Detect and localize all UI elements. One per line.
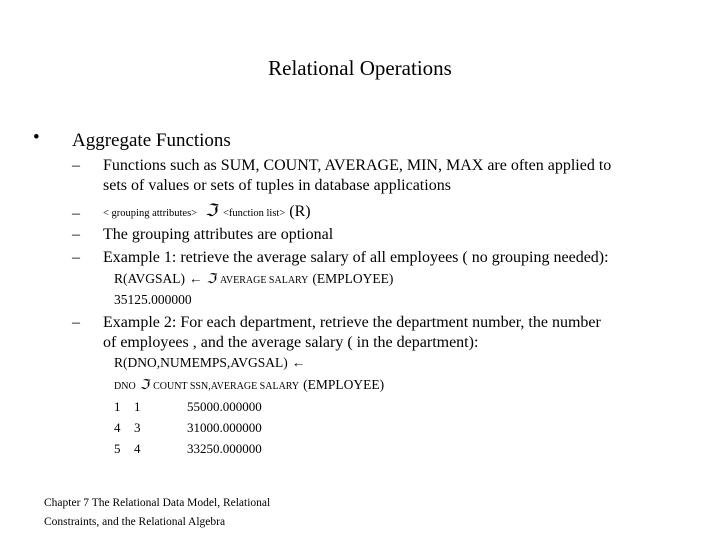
example-2-relation: (EMPLOYEE)	[303, 377, 385, 392]
example-1-text: Example 1: retrieve the average salary of all employees ( no grouping needed):	[103, 249, 609, 266]
dash-marker: –	[72, 226, 80, 243]
footer-line-2: Constraints, and the Relational Algebra	[44, 516, 226, 528]
aggregate-function-symbol: ℑ	[206, 271, 216, 286]
count-cell: 1	[134, 399, 141, 414]
example-1-result: 35125.000000	[114, 292, 192, 307]
dash-marker: –	[72, 249, 80, 266]
example-1-expression	[114, 270, 393, 288]
avg-cell: 55000.000000	[187, 399, 262, 414]
slide-title: Relational Operations	[268, 56, 452, 80]
bullet-symbol: •	[33, 127, 40, 148]
example-1-lhs: R(AVGSAL)	[114, 271, 186, 286]
example-2-line-1: Example 2: For each department, retrieve the department number, the number	[103, 314, 601, 331]
dno-cell: 1	[114, 399, 121, 414]
slide-footer	[44, 494, 270, 532]
result-table	[114, 399, 262, 462]
avg-cell: 33250.000000	[187, 441, 262, 456]
dash-marker: –	[72, 157, 80, 174]
aggregate-function-symbol: ℑ	[205, 201, 217, 220]
bullet-aggregate-functions: Aggregate Functions	[72, 130, 231, 151]
count-cell: 3	[134, 420, 141, 435]
aggregate-function-symbol: ℑ	[139, 377, 150, 392]
example-2-aggregate	[114, 376, 384, 394]
avg-cell: 31000.000000	[187, 420, 262, 435]
example-2-expression	[114, 354, 305, 372]
table-row	[114, 420, 262, 441]
example-2-lhs: R(DNO,NUMEMPS,AVGSAL)	[114, 355, 288, 370]
count-cell: 4	[134, 441, 141, 456]
table-row	[114, 441, 262, 462]
example-2-function: COUNT SSN,AVERAGE SALARY	[153, 381, 300, 392]
dno-cell: 4	[114, 420, 121, 435]
example-2-grouping: DNO	[114, 381, 136, 392]
example-1-function: AVERAGE SALARY	[219, 275, 309, 286]
grouping-optional-text: The grouping attributes are optional	[103, 226, 334, 243]
aggregate-syntax	[103, 201, 311, 221]
dno-cell: 5	[114, 441, 121, 456]
functions-line-2: sets of values or sets of tuples in database applications	[103, 177, 451, 194]
footer-line-1: Chapter 7 The Relational Data Model, Relational	[44, 497, 271, 509]
assign-arrow: ←	[291, 355, 306, 370]
example-1-relation: (EMPLOYEE)	[312, 271, 394, 286]
example-2-line-2: of employees , and the average salary ( in the department):	[103, 334, 479, 351]
grouping-attributes-label: < grouping attributes>	[103, 208, 198, 219]
table-row	[114, 399, 262, 420]
function-list-label: <function list>	[222, 208, 286, 219]
assign-arrow: ←	[189, 271, 203, 286]
relation-label: (R)	[289, 203, 311, 220]
functions-line-1: Functions such as SUM, COUNT, AVERAGE, MIN, MAX are often applied to	[103, 157, 612, 174]
dash-marker: –	[72, 314, 80, 331]
dash-marker: –	[72, 205, 80, 222]
